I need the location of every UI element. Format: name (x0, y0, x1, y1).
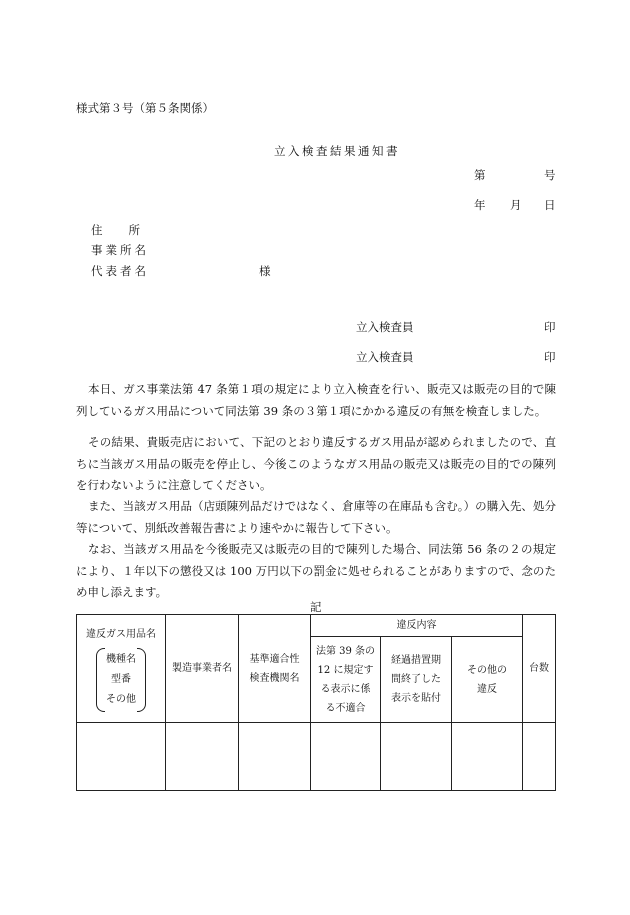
office-name-label: 事業所名 (91, 243, 149, 257)
violation-table (76, 614, 556, 791)
paragraph-2: その結果、貴販売店において、下記のとおり違反するガス用品が認められましたので、直ちに当該ガス用品の販売を停止し、今後このようなガス用品の販売又は販売の目的での陳列を行わないように注意してください。 (76, 435, 556, 492)
cell-other-violation[interactable] (452, 723, 523, 791)
paragraph-3: また、当該ガス用品（店頭陳列品だけではなく、倉庫等の在庫品も含む。）の購入先、処分等について、別紙改善報告書により速やかに報告して下さい。 (76, 499, 556, 535)
paragraph-1: 本日、ガス事業法第 47 条第１項の規定により立入検査を行い、販売又は販売の目的で陳列しているガス用品について同法第 39 条の３第１項にかかる違反の有無を検査しました。 (76, 382, 556, 418)
col4-line-1: 法第 39 条の (315, 645, 376, 657)
violation-content-header: 違反内容 (311, 615, 523, 637)
expired-display-header (381, 637, 452, 723)
representative-label: 代表者名 (91, 264, 149, 278)
quantity-header: 台数 (523, 615, 556, 723)
col6-line-2: 違反 (477, 683, 498, 695)
display-nonconformity-header (311, 637, 381, 723)
date-year: 年 (474, 198, 486, 212)
document-title: 立入検査結果通知書 (274, 144, 400, 158)
form-number: 様式第３号（第５条関係） (76, 101, 214, 115)
product-name-title: 違反ガス用品名 (86, 629, 156, 640)
honorific: 様 (259, 264, 271, 278)
cell-quantity[interactable] (523, 723, 556, 791)
other-label: その他 (106, 694, 136, 705)
seal-mark-1: 印 (544, 320, 556, 334)
model-name-label: 機種名 (106, 654, 136, 665)
table-row (77, 723, 556, 791)
doc-no-prefix: 第 (474, 168, 486, 182)
seal-mark-2: 印 (544, 350, 556, 364)
paragraph-4: なお、当該ガス用品を今後販売又は販売の目的で陳列した場合、同法第 56 条の２の規定により、１年以下の懲役又は 100 万円以下の罰金に処せられることがありますので、念のため申し添えます。 (76, 542, 556, 599)
col5-line-3: 表示を貼付 (391, 693, 441, 704)
address-label: 住 所 (91, 223, 141, 237)
col4-line-2: 12 に規定す (317, 664, 374, 676)
date-month: 月 (510, 198, 522, 212)
product-name-header (77, 615, 166, 723)
cell-expired-display[interactable] (381, 723, 452, 791)
doc-no-suffix: 号 (544, 168, 556, 182)
inspection-body-header (239, 615, 311, 723)
cell-manufacturer[interactable] (166, 723, 239, 791)
inspection-body-line-2: 検査機関名 (249, 672, 300, 684)
col5-line-2: 間終了した (391, 674, 441, 685)
ki-heading: 記 (310, 600, 322, 614)
cell-display-nonconformity[interactable] (311, 723, 381, 791)
cell-product-name[interactable] (77, 723, 166, 791)
col6-line-1: その他の (467, 664, 508, 676)
inspector-label-2: 立入検査員 (356, 350, 414, 364)
col4-line-4: る不適合 (325, 702, 366, 714)
col5-line-1: 経過措置期 (391, 655, 441, 666)
model-number-label: 型番 (111, 674, 131, 685)
manufacturer-header: 製造事業者名 (166, 615, 239, 723)
col4-line-3: る表示に係 (320, 683, 371, 695)
cell-inspection-body[interactable] (239, 723, 311, 791)
inspector-label-1: 立入検査員 (356, 320, 414, 334)
date-day: 日 (544, 198, 556, 212)
inspection-body-line-1: 基準適合性 (249, 653, 300, 665)
product-name-sub-items (96, 648, 146, 712)
other-violation-header (452, 637, 523, 723)
